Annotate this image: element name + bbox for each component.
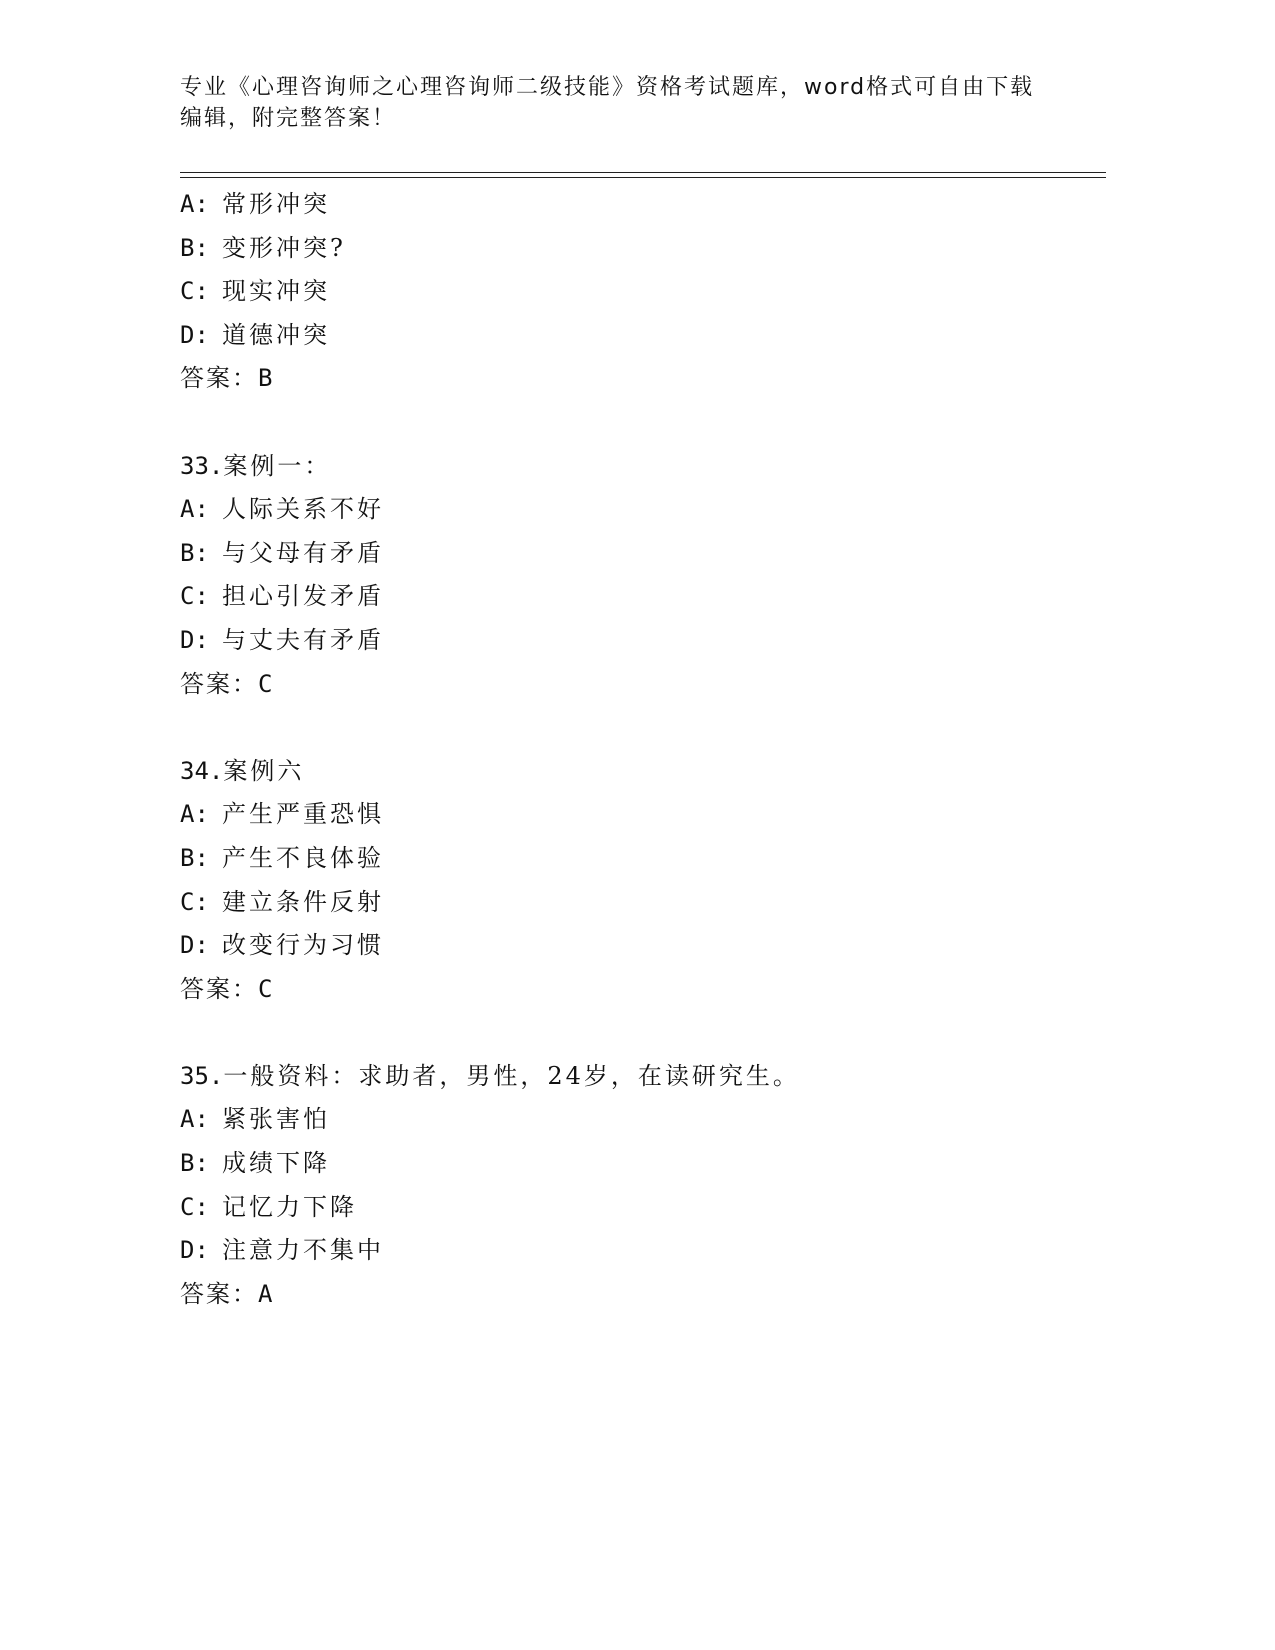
option-b bbox=[180, 1142, 1080, 1186]
option-text: 注意力不集中 bbox=[222, 1236, 384, 1265]
question-stem bbox=[180, 445, 1080, 489]
option-letter: C: bbox=[180, 887, 209, 916]
option-a bbox=[180, 488, 1080, 532]
spacer bbox=[180, 1011, 1080, 1055]
option-c bbox=[180, 270, 1080, 314]
option-b bbox=[180, 227, 1080, 271]
option-text: 道德冲突 bbox=[222, 320, 330, 349]
answer-line bbox=[180, 968, 1080, 1012]
option-letter: D: bbox=[180, 625, 209, 654]
option-letter: B: bbox=[180, 233, 209, 262]
question-block-33 bbox=[180, 445, 1080, 707]
option-d bbox=[180, 924, 1080, 968]
question-number: 34. bbox=[180, 756, 224, 785]
header-divider-top bbox=[180, 172, 1106, 173]
answer-line bbox=[180, 663, 1080, 707]
document-header bbox=[180, 72, 1060, 134]
option-letter: B: bbox=[180, 1149, 209, 1178]
option-d bbox=[180, 619, 1080, 663]
answer-label: 答案： bbox=[180, 974, 258, 1003]
option-text: 与丈夫有矛盾 bbox=[222, 625, 384, 654]
option-b bbox=[180, 532, 1080, 576]
option-letter: D: bbox=[180, 320, 209, 349]
header-divider-bottom bbox=[180, 177, 1106, 178]
option-letter: A: bbox=[180, 190, 209, 218]
option-letter: A: bbox=[180, 800, 209, 829]
option-text: 产生不良体验 bbox=[222, 843, 384, 872]
header-line-2: 编辑，附完整答案！ bbox=[180, 106, 397, 131]
option-c bbox=[180, 881, 1080, 925]
option-text: 人际关系不好 bbox=[222, 495, 384, 524]
option-a bbox=[180, 1098, 1080, 1142]
answer-label: 答案： bbox=[180, 1279, 258, 1308]
question-text: 一般资料：求助者，男性，24岁，在读研究生。 bbox=[223, 1061, 800, 1090]
answer-value: C bbox=[258, 974, 273, 1003]
question-block-prev bbox=[180, 183, 1080, 401]
answer-line bbox=[180, 357, 1080, 401]
question-block-34 bbox=[180, 750, 1080, 1012]
question-stem bbox=[180, 750, 1080, 794]
option-letter: A: bbox=[180, 495, 209, 524]
option-b bbox=[180, 837, 1080, 881]
option-a bbox=[180, 793, 1080, 837]
question-text: 案例一： bbox=[223, 451, 332, 480]
option-text: 变形冲突? bbox=[222, 233, 346, 262]
option-text: 与父母有矛盾 bbox=[222, 538, 384, 567]
option-letter: C: bbox=[180, 582, 209, 611]
answer-value: C bbox=[258, 669, 273, 698]
option-text: 担心引发矛盾 bbox=[222, 582, 384, 611]
option-text: 常形冲突 bbox=[222, 190, 330, 218]
option-letter: A: bbox=[180, 1105, 209, 1134]
question-list bbox=[180, 183, 1080, 1316]
option-d bbox=[180, 1229, 1080, 1273]
option-letter: D: bbox=[180, 1236, 209, 1265]
question-number: 35. bbox=[180, 1061, 224, 1090]
option-letter: B: bbox=[180, 843, 209, 872]
option-text: 产生严重恐惧 bbox=[222, 800, 384, 829]
answer-value: B bbox=[258, 364, 273, 393]
answer-value: A bbox=[258, 1279, 273, 1308]
option-letter: C: bbox=[180, 1192, 209, 1221]
answer-label: 答案： bbox=[180, 669, 258, 698]
option-letter: B: bbox=[180, 538, 209, 567]
answer-label: 答案： bbox=[180, 364, 258, 393]
question-stem bbox=[180, 1055, 1080, 1099]
answer-line bbox=[180, 1273, 1080, 1317]
option-c bbox=[180, 1186, 1080, 1230]
option-c bbox=[180, 575, 1080, 619]
option-text: 记忆力下降 bbox=[222, 1192, 357, 1221]
spacer bbox=[180, 706, 1080, 750]
question-text: 案例六 bbox=[223, 756, 305, 785]
option-letter: D: bbox=[180, 931, 209, 960]
header-line-1: 专业《心理咨询师之心理咨询师二级技能》资格考试题库，word格式可自由下载 bbox=[180, 75, 1035, 100]
option-text: 现实冲突 bbox=[222, 277, 330, 306]
option-d bbox=[180, 314, 1080, 358]
spacer bbox=[180, 401, 1080, 445]
option-text: 建立条件反射 bbox=[222, 887, 384, 916]
option-text: 紧张害怕 bbox=[222, 1105, 330, 1134]
option-text: 改变行为习惯 bbox=[222, 931, 384, 960]
option-text: 成绩下降 bbox=[222, 1149, 330, 1178]
question-number: 33. bbox=[180, 451, 224, 480]
option-a bbox=[180, 183, 1080, 227]
question-block-35 bbox=[180, 1055, 1080, 1317]
option-letter: C: bbox=[180, 277, 209, 306]
